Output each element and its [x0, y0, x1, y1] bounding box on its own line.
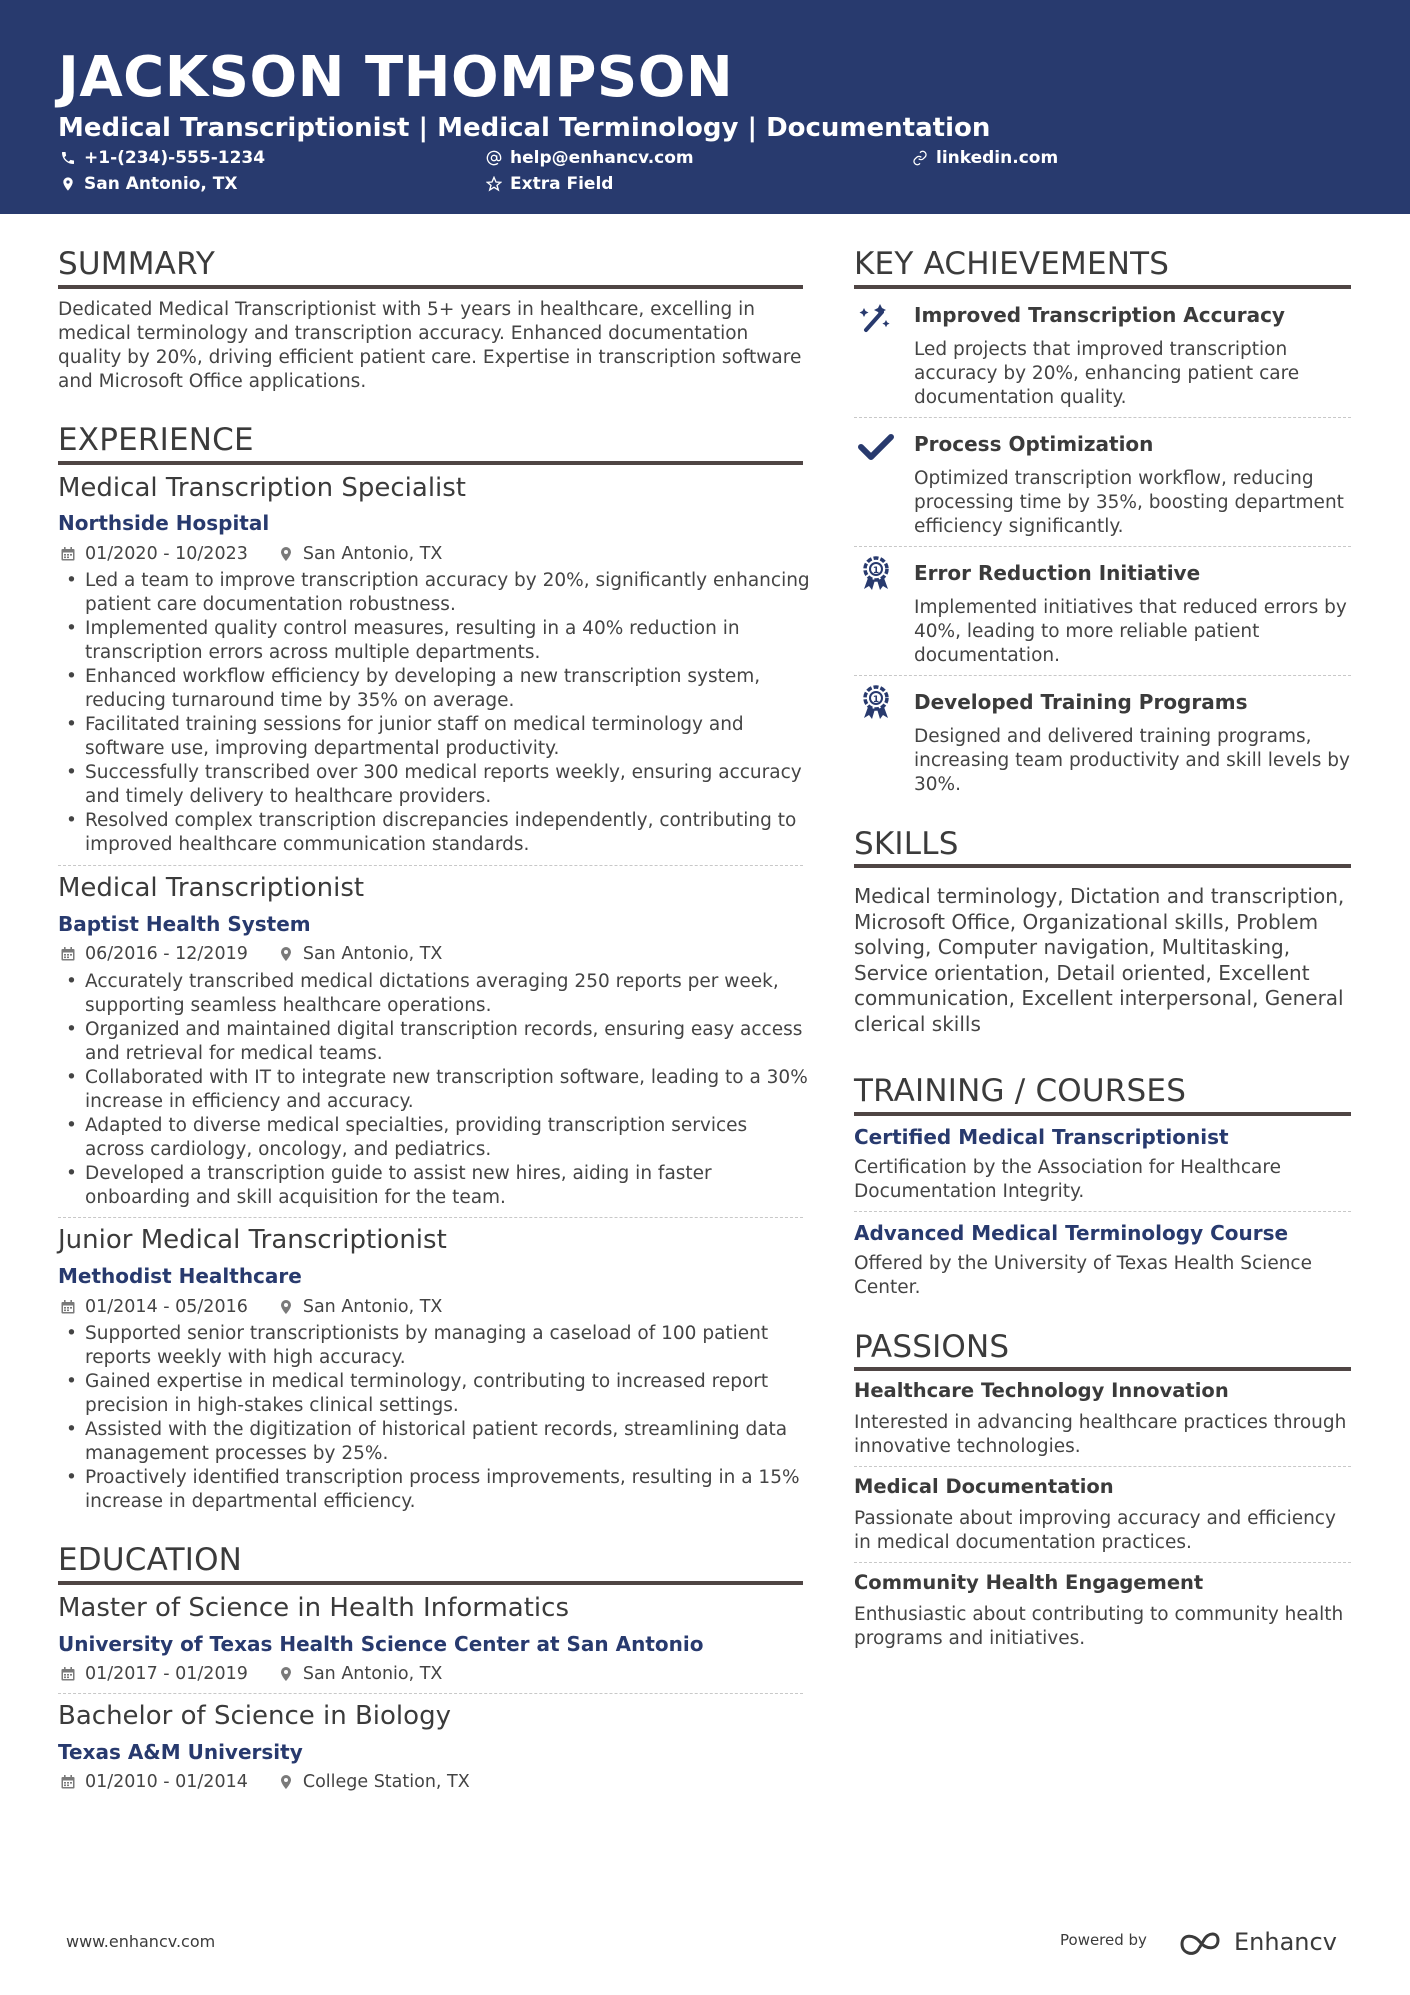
- achievement-text: Optimized transcription workflow, reducing processing time by 35%, boosting department efficiency significantly.: [914, 468, 1344, 537]
- footer-url[interactable]: www.enhancv.com: [66, 1932, 216, 1951]
- divider: [854, 417, 1351, 418]
- job-title: Medical Transcription Specialist: [58, 473, 467, 503]
- map-pin-icon: [60, 176, 76, 192]
- school-name: University of Texas Health Science Center at San Antonio: [58, 1632, 704, 1656]
- candidate-title: Medical Transcriptionist | Medical Terminology | Documentation: [58, 113, 991, 143]
- passion-title: Community Health Engagement: [854, 1571, 1204, 1594]
- bullet-item: • Resolved complex transcription discrepancies independently, contributing to improved healthcare communication standards.: [58, 809, 818, 857]
- job-location: San Antonio, TX: [302, 544, 443, 564]
- svg-text:1: 1: [872, 566, 880, 576]
- achievement-text: Led projects that improved transcription accuracy by 20%, enhancing patient care documentation quality.: [914, 339, 1300, 408]
- achievement-title: Process Optimization: [914, 432, 1154, 456]
- calendar-icon: [60, 1774, 76, 1790]
- bullet-item: • Accurately transcribed medical dictations averaging 250 reports per week, supporting seamless healthcare operations.: [58, 970, 818, 1018]
- calendar-icon: [60, 946, 76, 962]
- job-dates: 01/2020 - 10/2023: [85, 544, 248, 564]
- email-text: help@enhancv.com: [510, 148, 694, 168]
- location-contact: [60, 173, 238, 195]
- powered-by-label: Powered by: [1060, 1931, 1147, 1949]
- education-location: College Station, TX: [302, 1772, 470, 1792]
- degree-title: Master of Science in Health Informatics: [58, 1593, 569, 1623]
- bullet-item: • Implemented quality control measures, resulting in a 40% reduction in transcription errors across multiple departments.: [58, 617, 818, 665]
- summary-line: quality by 20%, driving efficient patient care. Expertise in transcription software: [58, 347, 802, 368]
- achievements-rule: [854, 285, 1351, 289]
- degree-title: Bachelor of Science in Biology: [58, 1701, 451, 1731]
- job-title: Junior Medical Transcriptionist: [58, 1225, 447, 1255]
- achievement-title: Error Reduction Initiative: [914, 561, 1201, 585]
- divider: [854, 1211, 1351, 1212]
- at-icon: [486, 150, 502, 166]
- achievement-text: Designed and delivered training programs, increasing team productivity and skill levels by 30%.: [914, 726, 1350, 795]
- bullet-item: • Organized and maintained digital transcription records, ensuring easy access and retrieval for medical teams.: [58, 1018, 818, 1066]
- passion-description: Passionate about improving accuracy and efficiency in medical documentation practices.: [854, 1508, 1336, 1553]
- divider: [854, 1466, 1351, 1467]
- passion-title: Medical Documentation: [854, 1475, 1114, 1498]
- company-name: Baptist Health System: [58, 912, 311, 936]
- achievement-title: Improved Transcription Accuracy: [914, 303, 1285, 327]
- divider: [58, 1693, 803, 1694]
- bullet-item: • Enhanced workflow efficiency by developing a new transcription system, reducing turnaround time by 35% on average.: [58, 665, 818, 713]
- passions-heading: PASSIONS: [854, 1329, 1010, 1365]
- bullet-item: • Successfully transcribed over 300 medical reports weekly, ensuring accuracy and timely delivery to healthcare providers.: [58, 761, 818, 809]
- achievements-heading: KEY ACHIEVEMENTS: [854, 246, 1170, 282]
- training-heading: TRAINING / COURSES: [854, 1073, 1187, 1109]
- summary-heading: SUMMARY: [58, 246, 215, 282]
- map-pin-icon: [278, 1666, 294, 1682]
- experience-rule: [58, 461, 803, 465]
- training-rule: [854, 1112, 1351, 1116]
- passion-description: Enthusiastic about contributing to community health programs and initiatives.: [854, 1604, 1344, 1649]
- job-dates: 01/2014 - 05/2016: [85, 1297, 248, 1317]
- job-location: San Antonio, TX: [302, 944, 443, 964]
- summary-line: and Microsoft Office applications.: [58, 371, 367, 392]
- summary-text: [58, 298, 818, 394]
- course-description: Offered by the University of Texas Health Science Center.: [854, 1253, 1312, 1298]
- resume-header: [0, 0, 1410, 214]
- skills-heading: SKILLS: [854, 826, 959, 862]
- job-bullets: [58, 569, 818, 857]
- achievement-text: Implemented initiatives that reduced errors by 40%, leading to more reliable patient documentation.: [914, 597, 1347, 666]
- phone-contact[interactable]: [60, 147, 265, 169]
- extra-field-contact: [486, 173, 613, 195]
- company-name: Methodist Healthcare: [58, 1264, 302, 1288]
- bullet-item: • Gained expertise in medical terminology, contributing to increased report precision in high-stakes clinical settings.: [58, 1370, 818, 1418]
- link-icon: [912, 150, 928, 166]
- education-meta: [60, 1771, 470, 1793]
- magic-wand-icon: [858, 300, 894, 336]
- summary-rule: [58, 285, 803, 289]
- education-meta: [60, 1663, 442, 1685]
- divider: [58, 865, 803, 866]
- location-text: San Antonio, TX: [84, 174, 238, 194]
- divider: [854, 1562, 1351, 1563]
- divider: [58, 1217, 803, 1218]
- education-heading: EDUCATION: [58, 1542, 243, 1578]
- linkedin-text: linkedin.com: [936, 148, 1059, 168]
- linkedin-contact[interactable]: [912, 147, 1058, 169]
- bullet-item: • Led a team to improve transcription accuracy by 20%, significantly enhancing patient care documentation robustness.: [58, 569, 818, 617]
- company-name: Northside Hospital: [58, 511, 270, 535]
- summary-line: Dedicated Medical Transcriptionist with 5+ years in healthcare, excelling in: [58, 299, 756, 320]
- job-meta: [60, 943, 442, 965]
- calendar-icon: [60, 546, 76, 562]
- job-bullets: [58, 1322, 818, 1514]
- job-bullets: [58, 970, 818, 1210]
- skills-list: Medical terminology, Dictation and transcription, Microsoft Office, Organizational skills, Problem solving, Computer navigation, Multitasking, Service orientation, Detail oriented, Excellent communication, Excellent interpersonal, General clerical skills: [854, 884, 1345, 1036]
- bullet-item: • Facilitated training sessions for junior staff on medical terminology and software use, improving departmental productivity.: [58, 713, 818, 761]
- award-icon: [858, 555, 894, 591]
- enhancv-logo[interactable]: [1178, 1922, 1338, 1962]
- course-title: Advanced Medical Terminology Course: [854, 1221, 1289, 1245]
- email-contact[interactable]: [486, 147, 694, 169]
- candidate-name: JACKSON THOMPSON: [58, 45, 734, 110]
- job-location: San Antonio, TX: [302, 1297, 443, 1317]
- calendar-icon: [60, 1666, 76, 1682]
- achievement-title: Developed Training Programs: [914, 690, 1248, 714]
- experience-heading: EXPERIENCE: [58, 422, 254, 458]
- job-dates: 06/2016 - 12/2019: [85, 944, 248, 964]
- award-icon: [858, 684, 894, 720]
- divider: [854, 546, 1351, 547]
- check-icon: [858, 429, 894, 465]
- bullet-item: • Proactively identified transcription process improvements, resulting in a 15% increase in departmental efficiency.: [58, 1466, 818, 1514]
- map-pin-icon: [278, 546, 294, 562]
- course-title: Certified Medical Transcriptionist: [854, 1125, 1229, 1149]
- bullet-item: • Collaborated with IT to integrate new transcription software, leading to a 30% increase in efficiency and accuracy.: [58, 1066, 818, 1114]
- bullet-item: • Developed a transcription guide to assist new hires, aiding in faster onboarding and skill acquisition for the team.: [58, 1162, 818, 1210]
- calendar-icon: [60, 1299, 76, 1315]
- course-description: Certification by the Association for Healthcare Documentation Integrity.: [854, 1157, 1281, 1202]
- summary-line: medical terminology and transcription accuracy. Enhanced documentation: [58, 323, 749, 344]
- passions-rule: [854, 1367, 1351, 1371]
- skills-rule: [854, 864, 1351, 868]
- education-location: San Antonio, TX: [302, 1664, 443, 1684]
- divider: [854, 675, 1351, 676]
- svg-text:1: 1: [872, 695, 880, 705]
- education-dates: 01/2010 - 01/2014: [85, 1772, 248, 1792]
- education-rule: [58, 1581, 803, 1585]
- extra-field-text: Extra Field: [510, 174, 614, 194]
- job-title: Medical Transcriptionist: [58, 873, 365, 903]
- bullet-item: • Adapted to diverse medical specialties, providing transcription services across cardiology, oncology, and pediatrics.: [58, 1114, 818, 1162]
- school-name: Texas A&M University: [58, 1740, 303, 1764]
- phone-icon: [60, 150, 76, 166]
- passion-title: Healthcare Technology Innovation: [854, 1379, 1229, 1402]
- job-meta: [60, 1296, 442, 1318]
- job-meta: [60, 543, 442, 565]
- enhancv-logo-text: Enhancv: [1234, 1928, 1337, 1956]
- education-dates: 01/2017 - 01/2019: [85, 1664, 248, 1684]
- bullet-item: • Assisted with the digitization of historical patient records, streamlining data management processes by 25%.: [58, 1418, 818, 1466]
- map-pin-icon: [278, 1774, 294, 1790]
- bullet-item: • Supported senior transcriptionists by managing a caseload of 100 patient reports weekly with high accuracy.: [58, 1322, 818, 1370]
- map-pin-icon: [278, 1299, 294, 1315]
- passion-description: Interested in advancing healthcare practices through innovative technologies.: [854, 1412, 1347, 1457]
- star-icon: [486, 176, 502, 192]
- map-pin-icon: [278, 946, 294, 962]
- phone-text: +1-(234)-555-1234: [84, 148, 266, 168]
